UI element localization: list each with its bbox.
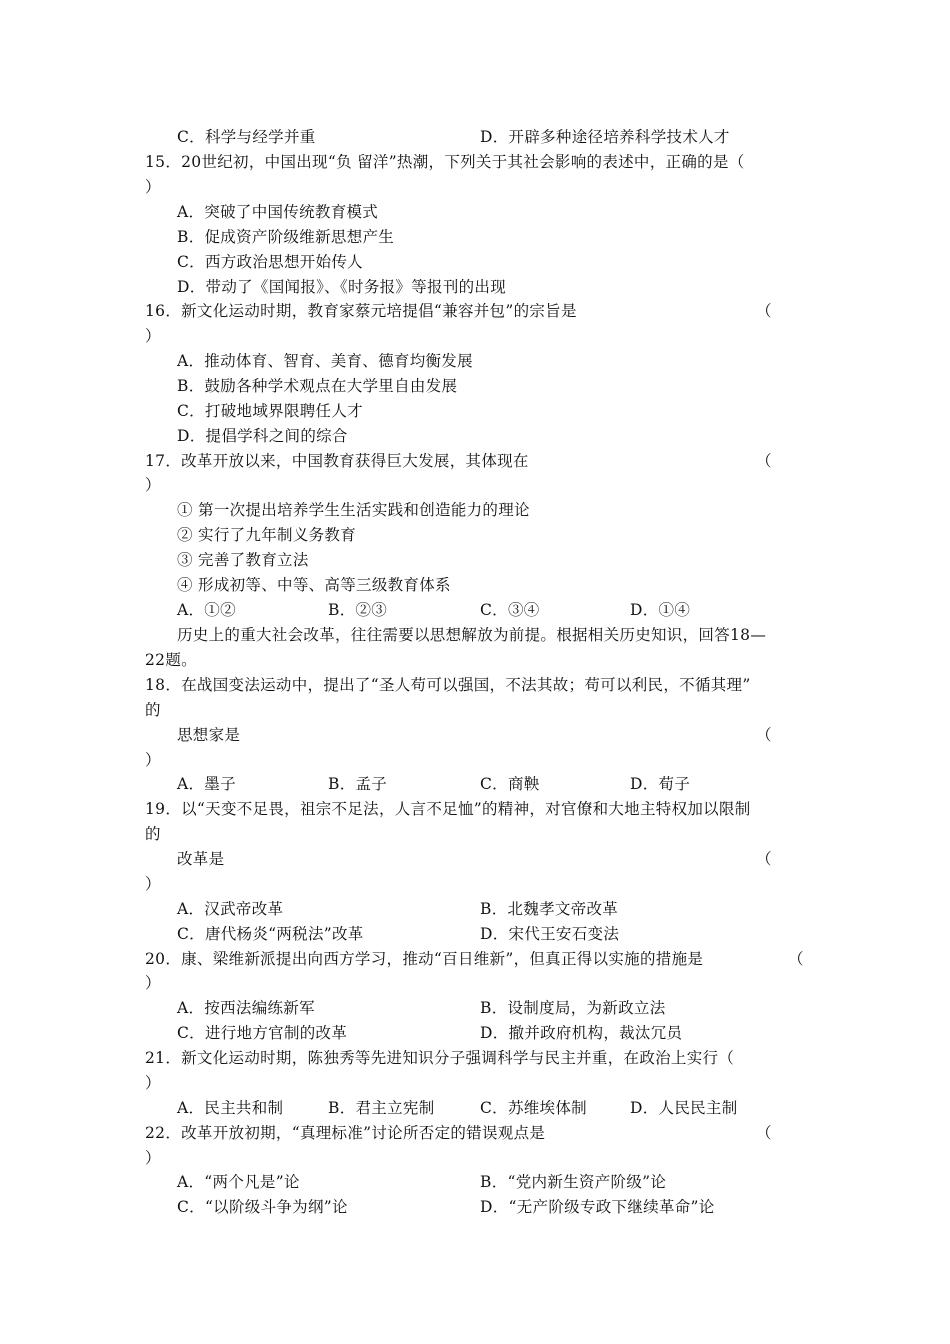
q18-option-b: B．孟子 (328, 775, 388, 793)
q15-option-c: C．西方政治思想开始传人 (177, 253, 363, 271)
q18-open-paren: （ (756, 726, 772, 744)
q18-stem-wrap: 的 (145, 701, 161, 719)
q19-stem-line2: 改革是 (177, 850, 225, 868)
q20-close-paren: ） (145, 974, 161, 992)
q17-open-paren: （ (756, 452, 772, 470)
q16-stem: 16．新文化运动时期，教育家蔡元培提倡“兼容并包”的宗旨是 (145, 302, 577, 320)
q16-option-b: B．鼓励各种学术观点在大学里自由发展 (177, 377, 458, 395)
q14-option-d: D．开辟多种途径培养科学技术人才 (480, 128, 730, 146)
q22-option-b: B．“党内新生资产阶级”论 (480, 1173, 667, 1191)
q21-option-b: B．君主立宪制 (328, 1099, 435, 1117)
q15-option-d: D．带动了《国闻报》、《时务报》等报刊的出现 (177, 278, 507, 296)
q18-close-paren: ） (145, 751, 161, 769)
q21-option-c: C．苏维埃体制 (480, 1099, 587, 1117)
q16-option-c: C．打破地域界限聘任人才 (177, 402, 363, 420)
q16-close-paren: ） (145, 327, 161, 345)
q22-stem: 22．改革开放初期，“真理标准”讨论所否定的错误观点是 (145, 1124, 546, 1142)
q19-close-paren: ） (145, 875, 161, 893)
q22-close-paren: ） (145, 1149, 161, 1167)
q20-open-paren: （ (788, 950, 804, 968)
q17-option-b: B．②③ (328, 601, 388, 619)
section-intro-line1: 历史上的重大社会改革，往往需要以思想解放为前提。根据相关历史知识，回答18— (177, 626, 767, 644)
q17-option-d: D．①④ (630, 601, 691, 619)
q17-close-paren: ） (145, 476, 161, 494)
q19-stem: 19．以“天变不足畏，祖宗不足法，人言不足恤”的精神，对官僚和大地主特权加以限制 (145, 800, 751, 818)
q15-option-b: B．促成资产阶级维新思想产生 (177, 228, 395, 246)
q14-option-c: C．科学与经学并重 (177, 128, 316, 146)
q17-item-4: ④ 形成初等、中等、高等三级教育体系 (177, 576, 451, 594)
q17-item-2: ② 实行了九年制义务教育 (177, 526, 357, 544)
q15-option-a: A．突破了中国传统教育模式 (177, 203, 379, 221)
q18-stem-line2: 思想家是 (177, 726, 241, 744)
q19-option-b: B．北魏孝文帝改革 (480, 900, 619, 918)
q18-option-a: A．墨子 (177, 775, 236, 793)
q20-option-d: D．撤并政府机构，裁汰冗员 (480, 1024, 683, 1042)
q17-option-a: A．①② (177, 601, 236, 619)
q22-option-d: D．“无产阶级专政下继续革命”论 (480, 1198, 715, 1216)
q16-option-a: A．推动体育、智育、美育、德育均衡发展 (177, 352, 473, 370)
q16-option-d: D．提倡学科之间的综合 (177, 427, 348, 445)
q19-option-c: C．唐代杨炎“两税法”改革 (177, 925, 364, 943)
q15-close-paren: ） (145, 178, 161, 196)
q20-option-a: A．按西法编练新军 (177, 999, 315, 1017)
q15-stem: 15．20世纪初，中国出现“负 留洋”热潮，下列关于其社会影响的表述中，正确的是（ (145, 153, 745, 171)
q22-option-c: C．“以阶级斗争为纲”论 (177, 1198, 348, 1216)
q18-option-d: D．荀子 (630, 775, 691, 793)
q16-open-paren: （ (756, 302, 772, 320)
q19-open-paren: （ (756, 850, 772, 868)
q22-open-paren: （ (756, 1124, 772, 1142)
section-intro-line2: 22题。 (145, 651, 197, 669)
q17-item-1: ① 第一次提出培养学生生活实践和创造能力的理论 (177, 501, 530, 519)
q21-close-paren: ） (145, 1074, 161, 1092)
q18-stem: 18．在战国变法运动中，提出了“圣人苟可以强国，不法其故；苟可以利民，不循其理” (145, 676, 751, 694)
q18-option-c: C．商鞅 (480, 775, 540, 793)
q20-option-b: B．设制度局，为新政立法 (480, 999, 666, 1017)
q21-option-d: D．人民民主制 (630, 1099, 738, 1117)
q21-option-a: A．民主共和制 (177, 1099, 284, 1117)
q19-option-a: A．汉武帝改革 (177, 900, 284, 918)
q21-stem: 21．新文化运动时期，陈独秀等先进知识分子强调科学与民主并重，在政治上实行（ (145, 1049, 735, 1067)
q17-stem: 17．改革开放以来，中国教育获得巨大发展，其体现在 (145, 452, 529, 470)
q17-option-c: C．③④ (480, 601, 540, 619)
q20-option-c: C．进行地方官制的改革 (177, 1024, 348, 1042)
q20-stem: 20．康、梁维新派提出向西方学习，推动“百日维新”，但真正得以实施的措施是 (145, 950, 704, 968)
q19-stem-wrap: 的 (145, 825, 161, 843)
q22-option-a: A．“两个凡是”论 (177, 1173, 300, 1191)
q19-option-d: D．宋代王安石变法 (480, 925, 620, 943)
q17-item-3: ③ 完善了教育立法 (177, 551, 309, 569)
